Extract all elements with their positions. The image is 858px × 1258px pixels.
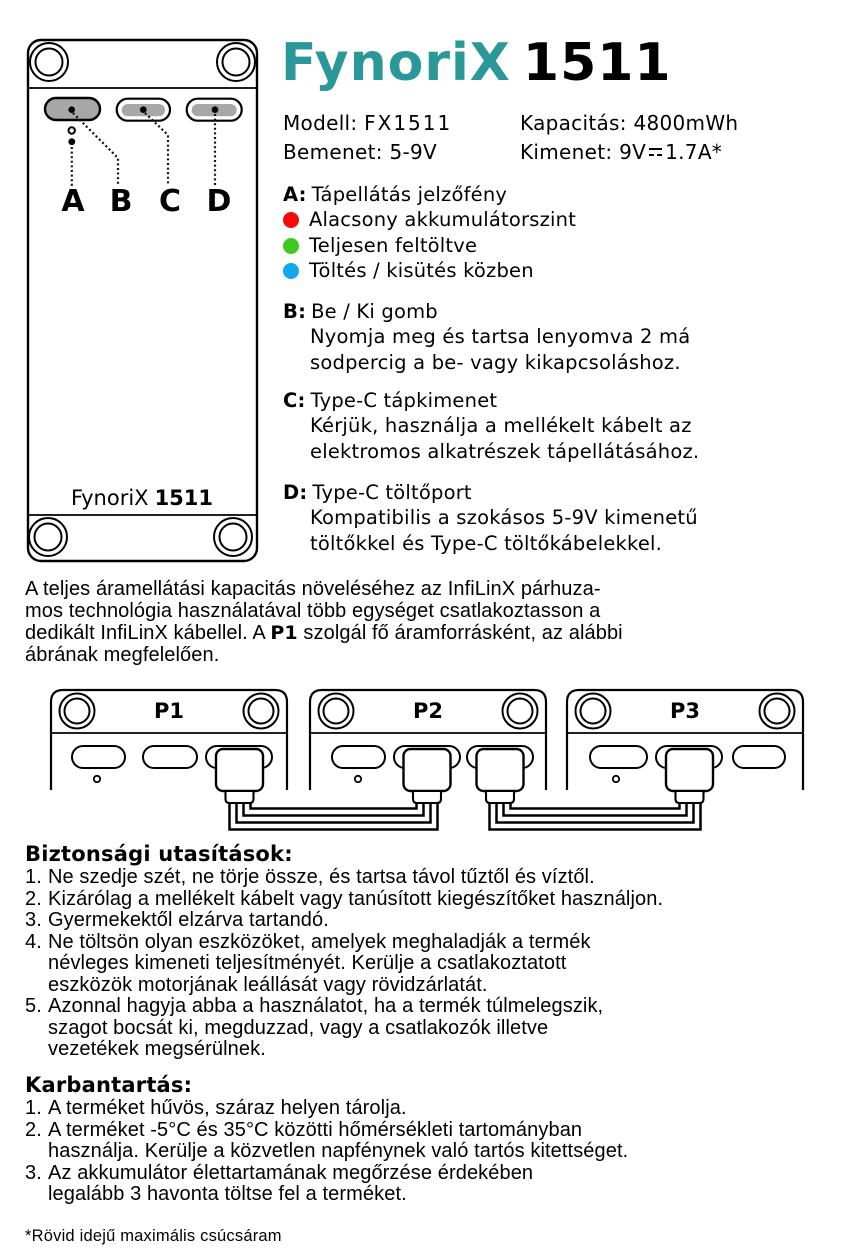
section-b-line-2: sodpercig a be- vagy kikapcsoláshoz. <box>310 350 681 374</box>
infilinx-cable-1 <box>230 802 438 830</box>
model-number: 1511 <box>522 33 672 93</box>
red-led-icon <box>283 212 299 228</box>
section-a-title: A: Tápellátás jelzőfény <box>283 183 508 206</box>
safety-heading: Biztonsági utasítások: <box>25 842 293 866</box>
section-d-title: D: Type-C töltőport <box>283 481 472 504</box>
port-c-dot <box>140 106 147 113</box>
safety-section: Biztonsági utasítások: 1. Ne szedje szét, ne törje össze, és tartsa távol tűztől és víztől. 2. Kizárólag a mellékelt kábelt vagy tanúsított kiegészítőket használjon. 3. Gyermekektől elzárva tartandó. 4. Ne töltsön olyan eszközöket, amelyek meghaladják a termék névleges kimeneti teljesítményét. Kerülje a csatlakoztatott eszközök motorjának leállását vagy rövidzárlatát. 5. Azonnal hagyja abba a használatot, ha a termék túlmelegszik, szagot bocsát ki, megduzzad, vagy a csatlakozók illetve vezetékek megsérülnek. <box>25 843 840 1061</box>
unit-label-p2: P2 <box>412 699 444 723</box>
section-a-indicator <box>283 182 853 284</box>
intro-line-3: dedikált InfiLinX kábellel. A P1 szolgál fő áramforrásként, az alábbi <box>25 621 623 644</box>
infilinx-cable-2 <box>490 802 701 830</box>
led-indicator-icon <box>69 127 75 133</box>
port-d-dot <box>212 106 219 113</box>
section-b-power-button <box>283 299 853 375</box>
safety-item-3: 3. Gyermekektől elzárva tartandó. <box>25 909 329 931</box>
spec-capacity: Kapacitás: 4800mWh <box>520 111 739 135</box>
section-b-title: B: Be / Ki gomb <box>283 300 438 323</box>
unit-label-p1: P1 <box>153 699 185 723</box>
connector-necks <box>226 791 704 803</box>
callout-label-d: D <box>206 184 232 219</box>
safety-item-1: 1. Ne szedje szét, ne törje össze, és tartsa távol tűztől és víztől. <box>25 866 595 888</box>
callout-label-a: A <box>61 184 85 219</box>
callout-label-b: B <box>109 184 133 219</box>
led-pointer-dot <box>68 138 75 145</box>
section-d-charge-port <box>283 480 853 556</box>
maintenance-section: Karbantartás: 1. A terméket hűvös, száraz helyen tárolja. 2. A terméket -5°C és 35°C közötti hőmérsékleti tartományban használja. Kerülje a közvetlen napfénynek való tartós kitettséget. 3. Az akkumulátor élettartamának megőrzése érdekében legalább 3 havonta töltse fel a terméket. <box>25 1074 840 1206</box>
device-front-diagram <box>16 34 266 572</box>
section-d-line-2: töltőkkel és Type-C töltőkábelekkel. <box>310 531 663 555</box>
intro-line-4: ábrának megfelelően. <box>25 643 220 666</box>
safety-item-2: 2. Kizárólag a mellékelt kábelt vagy tanúsított kiegészítőket használjon. <box>25 887 664 910</box>
led-blue-label: Töltés / kisütés közben <box>309 259 534 283</box>
blue-led-icon <box>283 263 299 279</box>
section-c-title: C: Type-C tápkimenet <box>283 389 498 412</box>
led-green-label: Teljesen feltöltve <box>309 233 478 257</box>
intro-paragraph <box>25 579 840 667</box>
safety-item-4: 4. Ne töltsön olyan eszközöket, amelyek meghaladják a termék <box>25 930 591 953</box>
spec-input: Bemenet: 5-9V <box>283 139 438 164</box>
intro-line-1: A teljes áramellátási kapacitás növeléséhez az InfiLinX párhuza- <box>25 578 601 600</box>
callout-label-c: C <box>158 184 182 219</box>
section-c-line-1: Kérjük, használja a mellékelt kábelt az <box>310 414 692 438</box>
led-row-red <box>283 207 853 232</box>
led-row-green <box>283 233 853 258</box>
section-c-output-port <box>283 388 853 464</box>
safety-item-5: 5. Azonnal hagyja abba a használatot, ha a termék túlmelegszik, <box>25 995 604 1017</box>
maintenance-item-1: 1. A terméket hűvös, száraz helyen tárolja. <box>25 1097 407 1119</box>
intro-line-2: mos technológia használatával több egységet csatlakoztasson a <box>25 599 601 622</box>
section-d-line-1: Kompatibilis a szokásos 5-9V kimenetű <box>310 506 698 530</box>
green-led-icon <box>283 238 299 254</box>
spec-table <box>283 109 843 166</box>
led-red-label: Alacsony akkumulátorszint <box>309 208 577 232</box>
section-b-line-1: Nyomja meg és tartsa lenyomva 2 má <box>310 325 691 349</box>
maintenance-item-3: 3. Az akkumulátor élettartamának megőrzése érdekében <box>25 1161 534 1184</box>
brand-name: FynoriX <box>281 33 511 93</box>
spec-model: Modell: FX1511 <box>283 111 453 135</box>
footnote: *Rövid idejű maximális csúcsáram <box>25 1227 282 1245</box>
dc-symbol-icon <box>648 146 663 159</box>
spec-row-2 <box>283 138 843 167</box>
page-title <box>281 33 672 93</box>
spec-output: Kimenet: 9V 1.7A* <box>520 139 723 164</box>
section-c-line-2: elektromos alkatrészek tápellátásához. <box>310 439 700 463</box>
spec-row-1 <box>283 109 843 138</box>
power-button-dot <box>68 106 75 113</box>
parallel-chain-diagram <box>0 686 858 840</box>
maintenance-heading: Karbantartás: <box>25 1073 193 1097</box>
led-row-blue <box>283 258 853 283</box>
unit-label-p3: P3 <box>669 699 701 723</box>
device-footer-brand: FynoriX 1511 <box>70 486 214 510</box>
maintenance-item-2: 2. A terméket -5°C és 35°C közötti hőmérsékleti tartományban <box>25 1118 583 1141</box>
